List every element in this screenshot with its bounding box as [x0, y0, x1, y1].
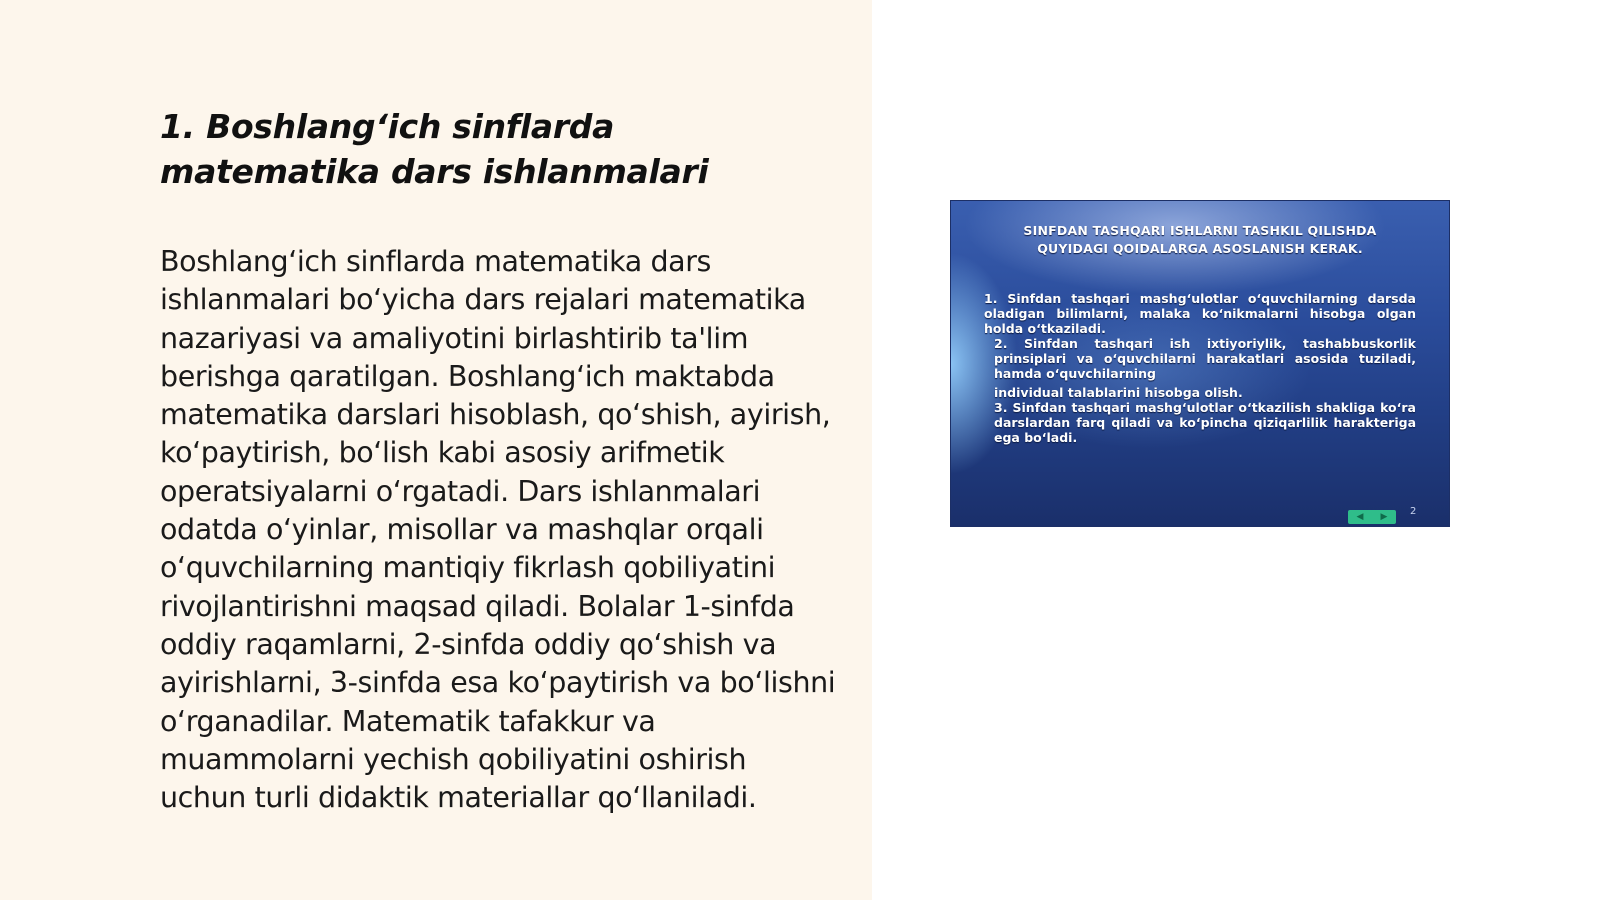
- slide-title-line1: SINFDAN TASHQARI ISHLARNI TASHKIL QILISHDA: [1023, 223, 1377, 238]
- slide-image: [950, 200, 1450, 527]
- chevron-left-icon: ◀: [1356, 512, 1364, 522]
- chevron-right-icon: ▶: [1380, 512, 1388, 522]
- slide-rule-2-continuation: individual talablarini hisobga olish.: [994, 385, 1243, 400]
- slide-rule-3: 3. Sinfdan tashqari mashg‘ulotlar o‘tkazilish shakliga ko‘ra darslardan farq qiladi va ko‘pincha qiziqarlilik harakteriga ega bo‘ladi.: [994, 400, 1416, 445]
- slide-nav-buttons: [1348, 510, 1396, 524]
- slide-title-line2: QUYIDAGI QOIDALARGA ASOSLANISH KERAK.: [1037, 241, 1363, 256]
- slide-rules-list: [984, 291, 1416, 445]
- slide-rule-1: 1. Sinfdan tashqari mashg‘ulotlar o‘quvchilarning darsda oladigan bilimlarni, malaka ko‘nikmalarni hisobga olgan holda o‘tkaziladi.: [984, 291, 1416, 336]
- slide-rule-2: 2. Sinfdan tashqari ish ixtiyoriylik, tashabbuskorlik prinsiplari va o‘quvchilarni harakatlari asosida tuziladi, hamda o‘quvchilarning: [994, 336, 1416, 381]
- slide-page-number: 2: [1410, 506, 1417, 517]
- slide-title: [970, 222, 1430, 258]
- page-title: 1. Boshlang‘ich sinflarda matematika dars ishlanmalari: [160, 107, 709, 191]
- body-paragraph: Boshlang‘ich sinflarda matematika dars ishlanmalari bo‘yicha dars rejalari matematika nazariyasi va amaliyotini birlashtirib ta'lim berishga qaratilgan. Boshlang‘ich maktabda matematika darslari hisoblash, qo‘shish, ayirish, ko‘paytirish, bo‘lish kabi asosiy arifmetik operatsiyalarni o‘rgatadi. Dars ishlanmalari odatda o‘yinlar, misollar va mashqlar orqali o‘quvchilarning mantiqiy fikrlash qobiliyatini rivojlantirishni maqsad qiladi. Bolalar 1-sinfda oddiy raqamlarni, 2-sinfda oddiy qo‘shish va ayirishlarni, 3-sinfda esa ko‘paytirish va bo‘lishni o‘rganadilar. Matematik tafakkur va muammolarni yechish qobiliyatini oshirish uchun turli didaktik materiallar qo‘llaniladi.: [160, 245, 836, 815]
